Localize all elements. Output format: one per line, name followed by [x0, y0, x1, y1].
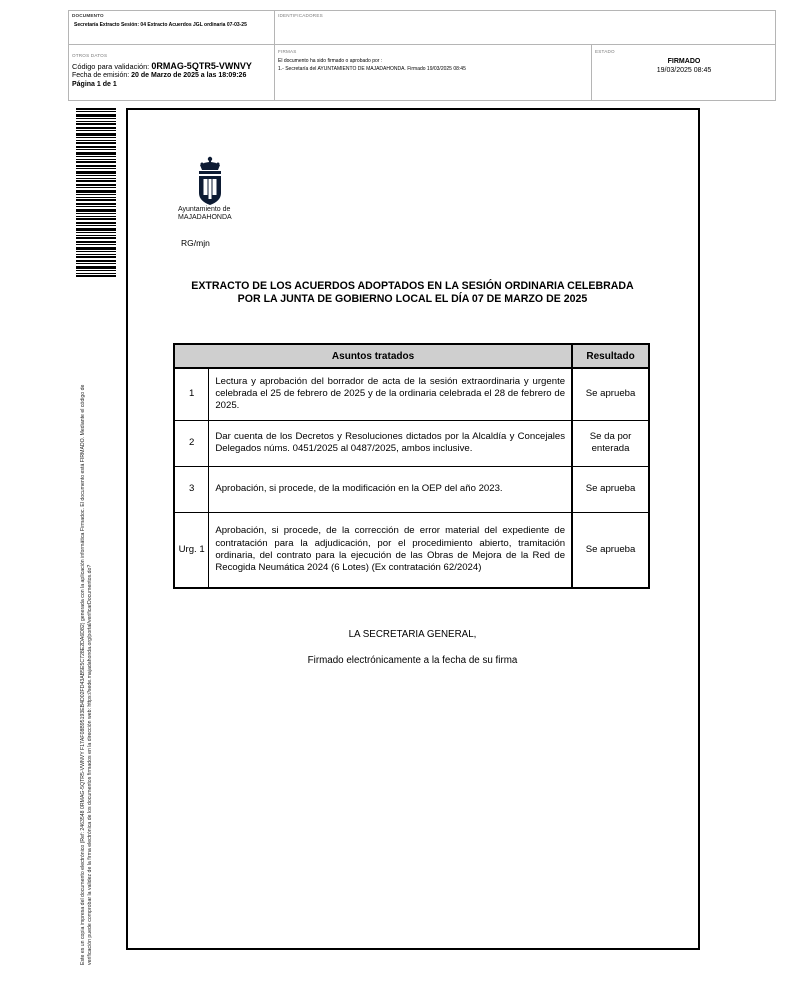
table-row [174, 466, 649, 512]
row-subject: Aprobación, si procede, de la modificación en la OEP del año 2023. [209, 466, 572, 512]
row-result: Se da por enterada [572, 420, 649, 466]
estado-value: FIRMADO [667, 58, 701, 65]
logo-line-2: MAJADAHONDA [178, 214, 232, 221]
header-divider [68, 44, 776, 45]
logo-line-1: Ayuntamiento de [178, 206, 231, 213]
row-number: 3 [174, 466, 209, 512]
firmas-intro: El documento ha sido firmado o aprobado por : [278, 58, 383, 64]
pagina-indicator: Página 1 de 1 [72, 81, 117, 88]
documento-value [74, 22, 264, 29]
row-result: Se aprueba [572, 512, 649, 588]
identificadores-label: IDENTIFICADORES [278, 13, 323, 18]
codigo-value[interactable]: 0RMAG-5QTR5-VWNVY [151, 61, 252, 71]
table-row [174, 512, 649, 588]
documento-label: DOCUMENTO [72, 13, 104, 18]
table-row [174, 368, 649, 420]
signatory-title: LA SECRETARIA GENERAL, [348, 629, 477, 640]
verification-line-1: Este es un copia impresa del documento electrónico (Ref: 2463548 0RMAG-5QTR5-VWNVY F17AF08B95193EB4D02FD43AB5E5C728E2DA6D82) generada con la aplicación informática Firmadoc. El documento está FIRMADO. Mediante el código de [80, 384, 86, 965]
verification-line-2: verificación puede comprobar la validez de la firma electrónica de los documentos firmados en la dirección web: https://sede.majadahonda.org/portal/verificarDocumentos.do? [87, 564, 93, 965]
header-resultado: Resultado [572, 344, 649, 368]
row-number: Urg. 1 [174, 512, 209, 588]
row-number: 1 [174, 368, 209, 420]
logo-text [178, 206, 232, 222]
documento-text: Secretaría Extracto Sesión: 04 Extracto Acuerdos JGL ordinaria 07-03-25 [74, 22, 247, 28]
firmas-entry: 1.- Secretaría del AYUNTAMIENTO DE MAJADAHONDA. Firmado 19/03/2025 08:45 [278, 66, 466, 72]
reference-code: RG/mjn [181, 238, 210, 248]
document-title [140, 280, 685, 306]
row-subject: Lectura y aprobación del borrador de acta de la sesión extraordinaria y urgente celebrada el 25 de febrero de 2025 y de la ordinaria celebrada el 28 de febrero de 2025. [209, 368, 572, 420]
header-divider [274, 10, 275, 101]
codigo-validacion [72, 61, 252, 71]
estado-label: ESTADO [595, 49, 615, 54]
title-line-2: POR LA JUNTA DE GOBIERNO LOCAL EL DÍA 07 DE MARZO DE 2025 [237, 293, 588, 305]
table-header-row [174, 344, 649, 368]
fecha-label: Fecha de emisión: [72, 72, 130, 79]
agreements-table [173, 343, 650, 589]
firmas-label: FIRMAS [278, 49, 297, 54]
row-subject: Aprobación, si procede, de la corrección de error material del expediente de contratación para la adjudicación, por el procedimiento abierto, tramitación ordinaria, del contrato para la ejecución de las Obras de Mejora de la Red de Recogida Neumática 2024 (6 Lotes) (Ex contratación 62/2024) [209, 512, 572, 588]
fecha-value: 20 de Marzo de 2025 a las 18:09:26 [131, 72, 247, 79]
table-row [174, 420, 649, 466]
signature-note: Firmado electrónicamente a la fecha de su firma [307, 655, 518, 666]
header-asuntos: Asuntos tratados [174, 344, 572, 368]
row-number: 2 [174, 420, 209, 466]
title-line-1: EXTRACTO DE LOS ACUERDOS ADOPTADOS EN LA SESIÓN ORDINARIA CELEBRADA [191, 280, 634, 292]
row-result: Se aprueba [572, 368, 649, 420]
codigo-label: Código para validación: [72, 62, 150, 71]
otros-datos-label: OTROS DATOS [72, 53, 108, 58]
barcode [76, 108, 116, 278]
fecha-emision [72, 72, 246, 79]
row-subject: Dar cuenta de los Decretos y Resoluciones dictados por la Alcaldía y Concejales Delegados núms. 0451/2025 al 0487/2025, ambos inclusive. [209, 420, 572, 466]
row-result: Se aprueba [572, 466, 649, 512]
verification-note [80, 385, 94, 965]
estado-date: 19/03/2025 08:45 [656, 67, 712, 74]
